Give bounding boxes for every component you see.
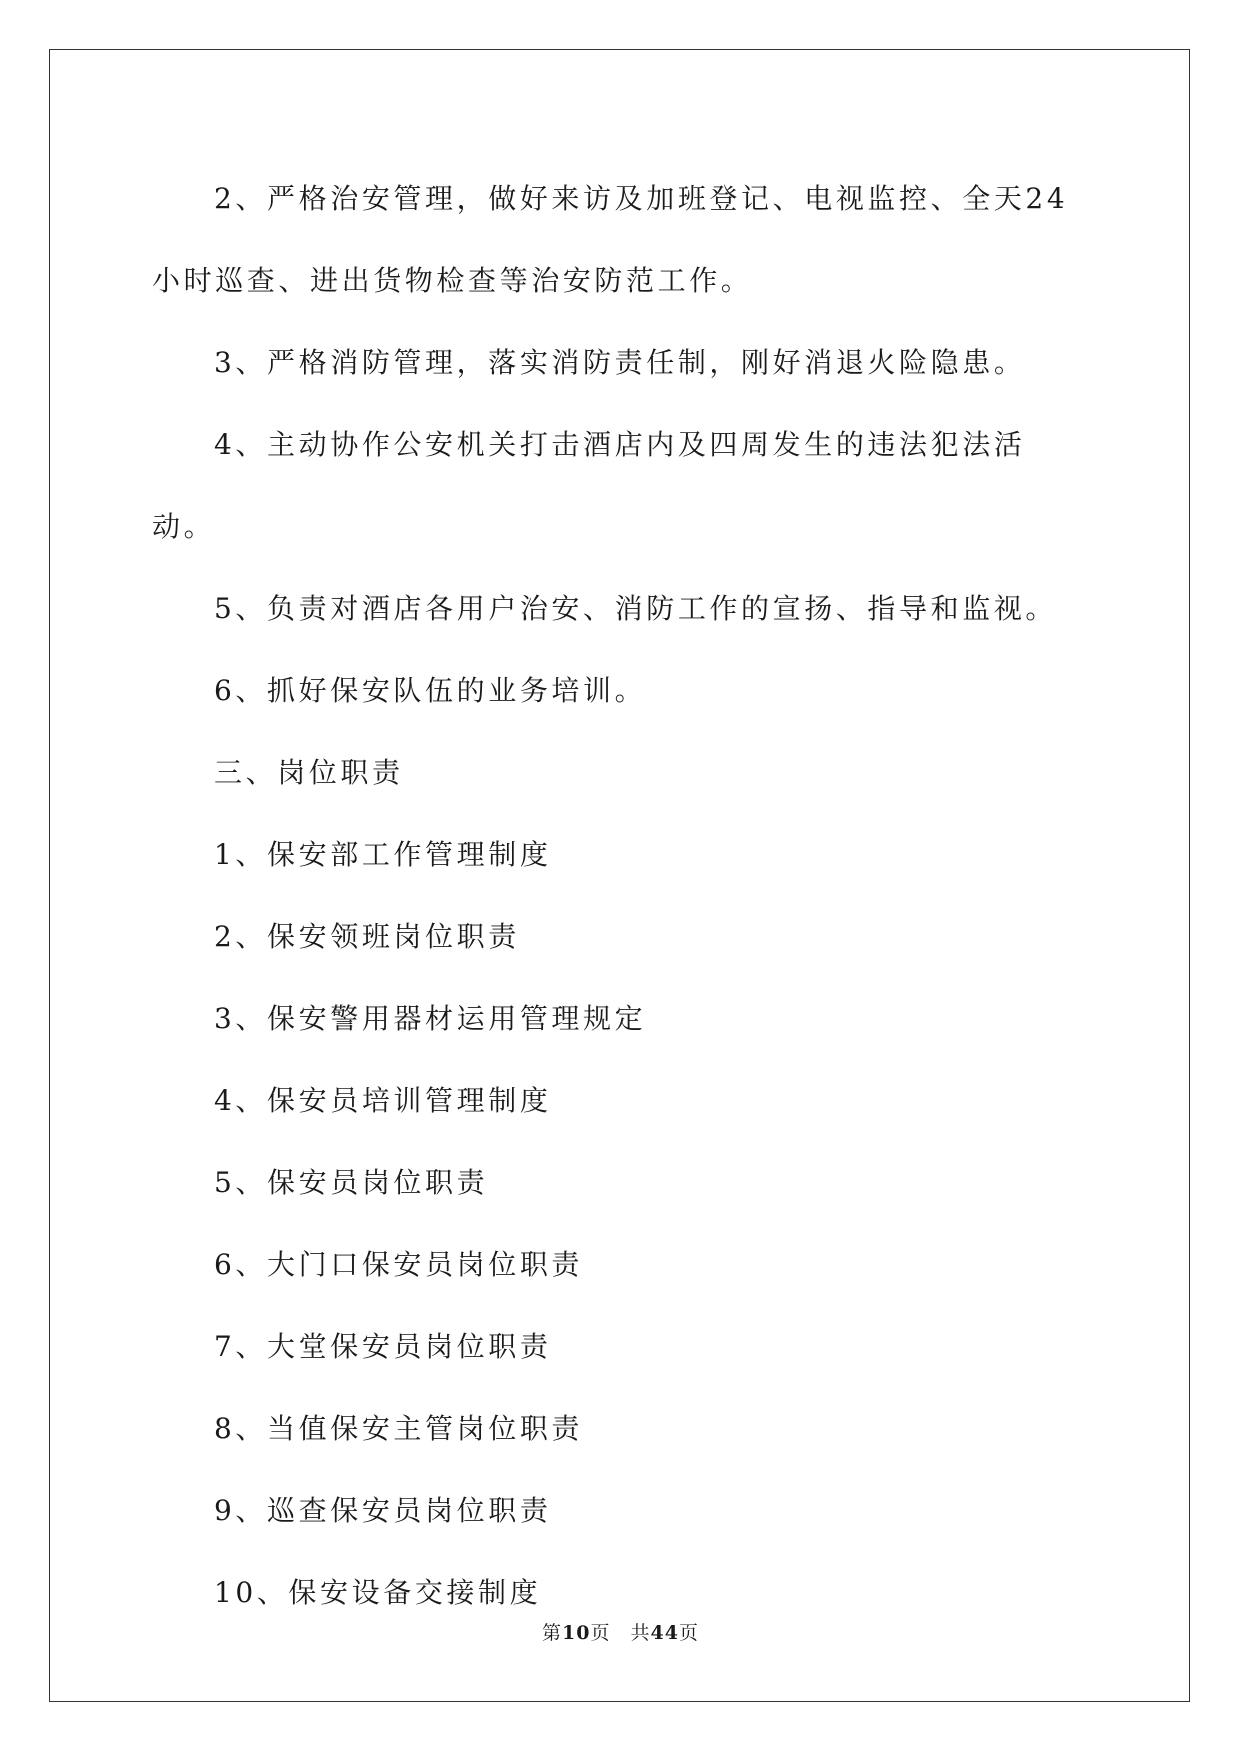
footer-page-word: 页 — [590, 1622, 611, 1644]
paragraph-5: 6、抓好保安队伍的业务培训。 — [214, 674, 647, 707]
list-item: 3、保安警用器材运用管理规定 — [214, 1002, 647, 1035]
list-item: 8、当值保安主管岗位职责 — [214, 1412, 584, 1445]
paragraph-4: 5、负责对酒店各用户治安、消防工作的宣扬、指导和监视。 — [214, 592, 1058, 625]
list-item: 4、保安员培训管理制度 — [214, 1084, 552, 1117]
paragraph-2: 3、严格消防管理，落实消防责任制，刚好消退火险隐患。 — [214, 346, 1026, 379]
list-item: 6、大门口保安员岗位职责 — [214, 1248, 584, 1281]
current-page-number: 10 — [562, 1622, 591, 1644]
list-item: 10、保安设备交接制度 — [214, 1576, 542, 1609]
footer-total-suffix: 页 — [678, 1622, 699, 1644]
paragraph-3: 4、主动协作公安机关打击酒店内及四周发生的违法犯法活动。 — [152, 428, 1026, 543]
list-item: 1、保安部工作管理制度 — [214, 838, 552, 871]
list-item: 5、保安员岗位职责 — [214, 1166, 489, 1199]
footer-total-prefix: 共 — [630, 1622, 651, 1644]
footer-prefix: 第 — [542, 1622, 563, 1644]
list-item: 9、巡查保安员岗位职责 — [214, 1494, 552, 1527]
document-body — [152, 158, 1087, 1634]
list-item: 2、保安领班岗位职责 — [214, 920, 520, 953]
page-footer — [0, 1618, 1241, 1645]
list-item: 7、大堂保安员岗位职责 — [214, 1330, 552, 1363]
section-heading: 三、岗位职责 — [214, 756, 404, 789]
total-page-count: 44 — [650, 1622, 679, 1644]
paragraph-1: 2、严格治安管理，做好来访及加班登记、电视监控、全天24小时巡查、进出货物检查等治安防范工作。 — [152, 182, 1069, 297]
